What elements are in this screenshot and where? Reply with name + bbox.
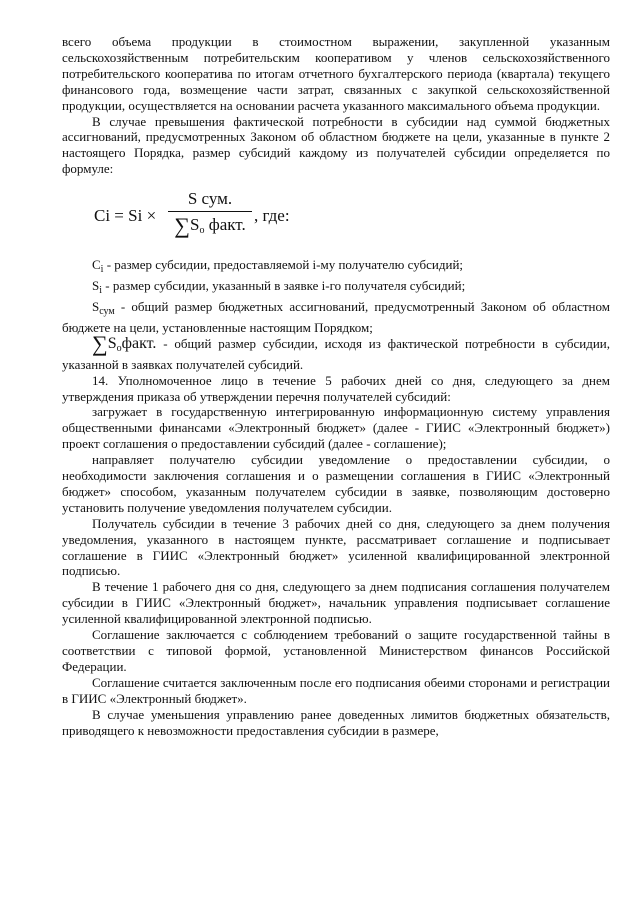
- paragraph: В течение 1 рабочего дня со дня, следующего за днем подписания соглашения получателем субсидии в ГИИС «Электронный бюджет», начальник управления подписывает соглашение усиленной квалифицированной электронной подписью.: [62, 579, 610, 627]
- definition-ssum: $S_{сум}$ - общий размер бюджетных ассигнований, предусмотренный Законом об областном бюджете на цели, установленные настоящим Порядком;: [62, 298, 610, 335]
- paragraph: загружает в государственную интегрированную информационную систему управления общественными финансами «Электронный бюджет» (далее - ГИИС «Электронный бюджет») проект соглашения о предоставлении субсидий (далее - соглашение);: [62, 404, 610, 452]
- paragraph: 14. Уполномоченное лицо в течение 5 рабочих дней со дня, следующего за днем утверждения приказа об утверждении перечня получателей субсидий:: [62, 372, 610, 404]
- document-page: [62, 34, 610, 738]
- sum-symbol: ∑: [174, 213, 190, 239]
- paragraph: Соглашение считается заключенным после его подписания обеими сторонами и регистрации в ГИИС «Электронный бюджет».: [62, 674, 610, 706]
- definition-sum-fact: $\sum S_офакт$. - общий размер субсидии, исходя из фактической потребности в субсидии, указанной в заявках получателей субсидий.: [62, 330, 610, 372]
- paragraph: В случае уменьшения управлению ранее доведенных лимитов бюджетных обязательств, приводящего к невозможности предоставления субсидии в размере,: [62, 706, 610, 738]
- paragraph: В случае превышения фактической потребности в субсидии над суммой бюджетных ассигнований, предусмотренных Законом об областном бюджете на цели, указанные в пункте 2 настоящего Порядка, размер субсидий каждому из получателей субсидии определяется по формуле:: [62, 113, 610, 177]
- sum-expression: $\sum S_офакт$.: [92, 330, 157, 356]
- formula-fraction: [168, 189, 252, 239]
- fraction-bar: [168, 211, 252, 212]
- denominator-s: S: [189, 215, 200, 235]
- subsidy-formula: [62, 189, 610, 247]
- formula-left: Ci = Si ×: [94, 206, 157, 226]
- denominator-subscript: о: [199, 225, 205, 237]
- denominator-text: факт.: [208, 215, 246, 235]
- paragraph: направляет получателю субсидии уведомление о предоставлении субсидии, о необходимости заключения соглашения и о размещении соглашения в ГИИС «Электронный бюджет» способом, указанным получателем субсидии в заявке, позволяющим достоверно установить получение уведомления получателем субсидии.: [62, 452, 610, 515]
- formula-denominator: [168, 213, 252, 239]
- formula-numerator: S сум.: [187, 189, 233, 209]
- formula-right: , где:: [254, 206, 290, 226]
- paragraph: Соглашение заключается с соблюдением требований о защите государственной тайны в соответствии с типовой формой, установленной Министерством финансов Российской Федерации.: [62, 627, 610, 674]
- definition-si: $S_i$ - размер субсидии, указанный в заявке i-го получателя субсидий;: [92, 278, 466, 297]
- paragraph: Получатель субсидии в течение 3 рабочих дней со дня, следующего за днем получения уведомления, указанного в настоящем пункте, рассматривает соглашение и подписывает соглашение в ГИИС «Электронный бюджет» усиленной квалифицированной электронной подписью.: [62, 515, 610, 579]
- definition-ci: $C_i$ - размер субсидии, предоставляемой i-му получателю субсидий;: [92, 257, 464, 276]
- paragraph: всего объема продукции в стоимостном выражении, закупленной указанным сельскохозяйственным потребительским кооперативом у членов сельскохозяйственного потребительского кооператива по итогам отчетного бухгалтерского периода (квартала) текущего финансового года, возмещение части затрат, связанных с закупкой сельскохозяйственной продукции, осуществляется на основании расчета указанного максимального объема продукции.: [62, 34, 610, 113]
